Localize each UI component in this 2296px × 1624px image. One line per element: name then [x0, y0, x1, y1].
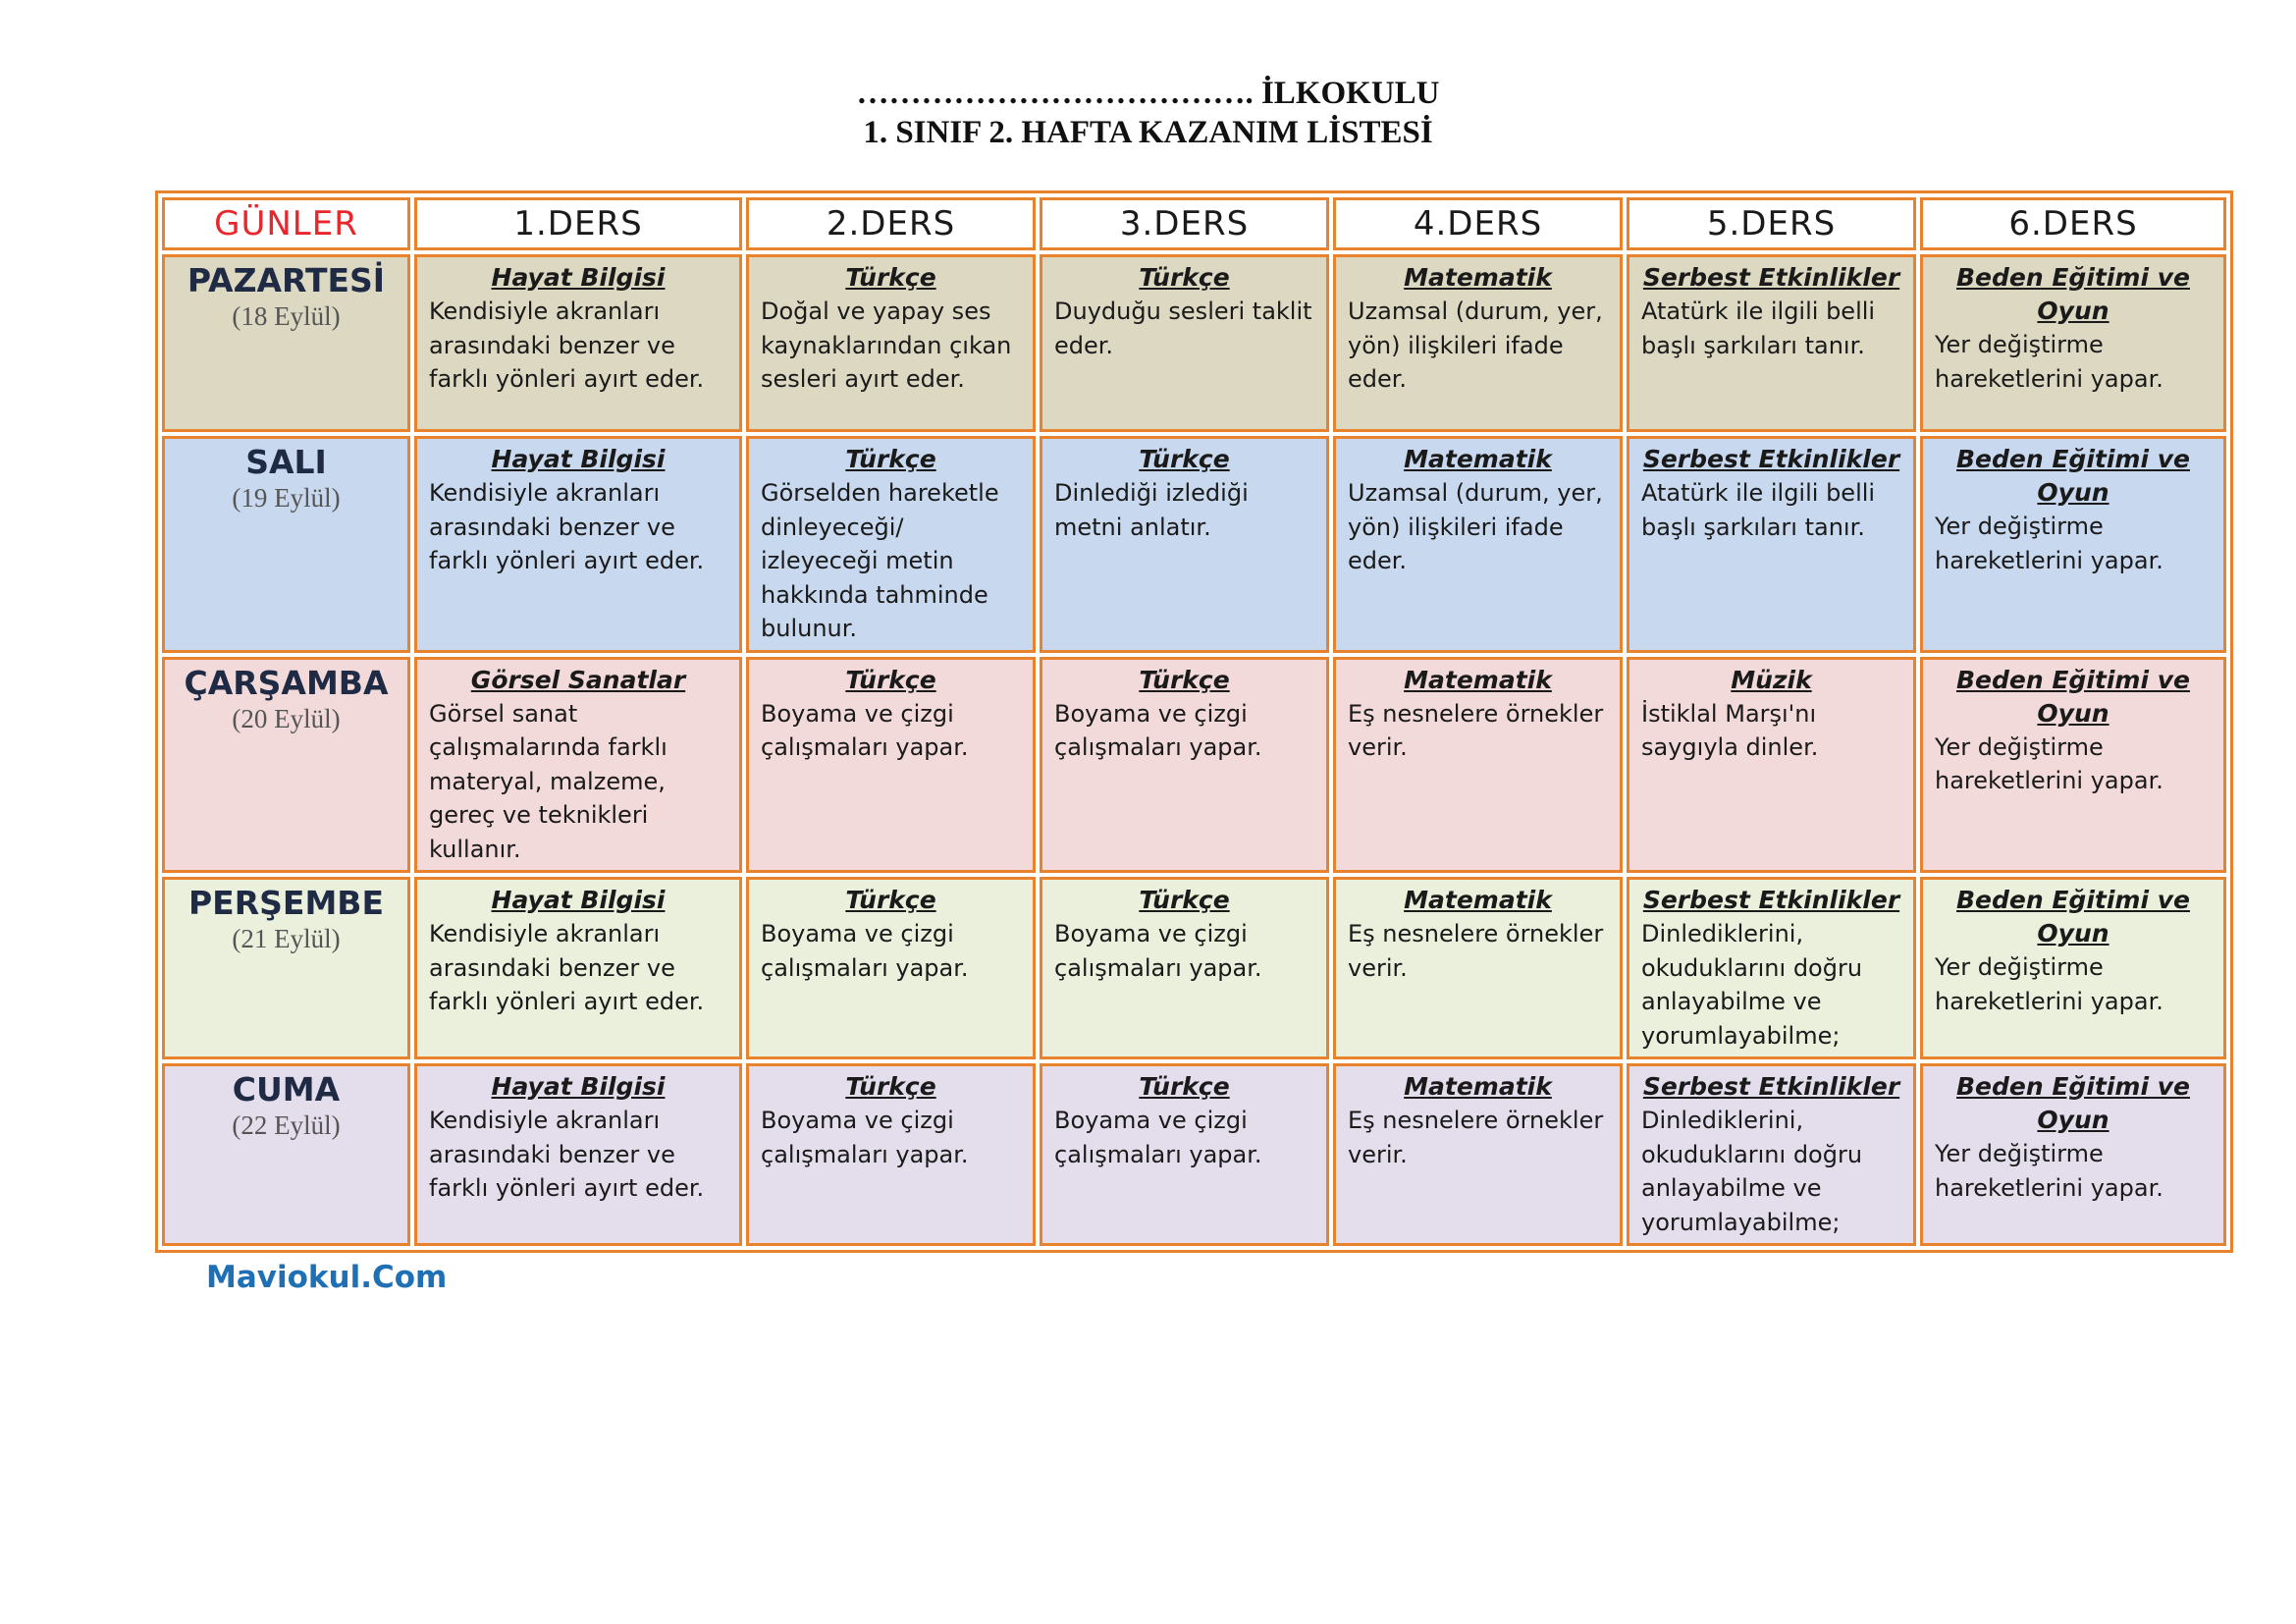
lesson-objective: Boyama ve çizgi çalışmaları yapar. [1054, 920, 1262, 982]
column-header-4: 4.DERS [1333, 197, 1623, 250]
lesson-objective: Görselden hareketle dinleyeceği/ izleyeceği metin hakkında tahminde bulunur. [761, 479, 999, 642]
day-cell [162, 1063, 410, 1246]
lesson-objective: Duyduğu sesleri taklit eder. [1054, 298, 1312, 359]
lesson-objective: Kendisiyle akranları arasındaki benzer ve farklı yönleri ayırt eder. [429, 1107, 705, 1202]
lesson-subject: Matematik [1404, 445, 1552, 473]
lesson-objective: Eş nesnelere örnekler verir. [1348, 920, 1604, 982]
lesson-objective: Boyama ve çizgi çalışmaları yapar. [1054, 699, 1262, 761]
lesson-subject: Türkçe [1139, 665, 1230, 694]
day-cell [162, 254, 410, 432]
header-row [162, 197, 2226, 250]
lesson-cell [746, 254, 1036, 432]
lesson-cell [1040, 436, 1329, 653]
lesson-objective: Kendisiyle akranları arasındaki benzer ve farklı yönleri ayırt eder. [429, 298, 705, 393]
lesson-subject: Türkçe [845, 445, 936, 473]
schedule-table [155, 190, 2233, 1253]
lesson-objective: Dinlediklerini, okuduklarını doğru anlayabilme ve yorumlayabilme; [1641, 1107, 1863, 1236]
lesson-subject: Serbest Etkinlikler [1642, 445, 1900, 473]
table-row [162, 254, 2226, 432]
day-cell [162, 436, 410, 653]
lesson-cell [1627, 436, 1916, 653]
column-header-2: 2.DERS [746, 197, 1036, 250]
lesson-subject: Hayat Bilgisi [491, 1072, 666, 1101]
lesson-objective: Uzamsal (durum, yer, yön) ilişkileri ifade eder. [1348, 479, 1603, 574]
table-row [162, 657, 2226, 874]
days-column-header: GÜNLER [162, 197, 410, 250]
lesson-cell [746, 436, 1036, 653]
lesson-subject: Hayat Bilgisi [491, 886, 666, 914]
lesson-subject: Hayat Bilgisi [491, 445, 666, 473]
lesson-cell [1627, 657, 1916, 874]
lesson-cell [1040, 254, 1329, 432]
lesson-objective: Yer değiştirme hareketlerini yapar. [1935, 953, 2163, 1015]
column-header-6: 6.DERS [1920, 197, 2226, 250]
table-row [162, 1063, 2226, 1246]
lesson-objective: Dinlediklerini, okuduklarını doğru anlayabilme ve yorumlayabilme; [1641, 920, 1863, 1050]
lesson-cell [1920, 1063, 2226, 1246]
lesson-subject: Türkçe [1139, 445, 1230, 473]
page-title: 1. SINIF 2. HAFTA KAZANIM LİSTESİ [863, 115, 1433, 150]
day-date: (18 Eylül) [232, 301, 341, 331]
lesson-cell [414, 254, 742, 432]
lesson-objective: Uzamsal (durum, yer, yön) ilişkileri ifade eder. [1348, 298, 1603, 393]
lesson-subject: Beden Eğitimi ve Oyun [1955, 445, 2190, 507]
day-date: (21 Eylül) [232, 924, 341, 953]
day-name: SALI [245, 443, 327, 481]
lesson-cell [1333, 1063, 1623, 1246]
lesson-objective: Yer değiştirme hareketlerini yapar. [1935, 732, 2163, 794]
lesson-objective: Eş nesnelere örnekler verir. [1348, 699, 1604, 761]
lesson-cell [1040, 877, 1329, 1059]
lesson-objective: Görsel sanat çalışmalarında farklı materyal, malzeme, gereç ve teknikleri kullanır. [429, 699, 667, 863]
day-name: PERŞEMBE [188, 884, 384, 922]
lesson-subject: Beden Eğitimi ve Oyun [1955, 886, 2190, 947]
lesson-cell [1920, 254, 2226, 432]
lesson-objective: Atatürk ile ilgili belli başlı şarkıları tanır. [1641, 479, 1876, 541]
table-row [162, 436, 2226, 653]
lesson-cell [746, 657, 1036, 874]
lesson-cell [1333, 254, 1623, 432]
lesson-cell [414, 1063, 742, 1246]
day-date: (22 Eylül) [232, 1110, 341, 1140]
lesson-objective: Yer değiştirme hareketlerini yapar. [1935, 331, 2163, 393]
lesson-cell [746, 1063, 1036, 1246]
lesson-cell [1920, 877, 2226, 1059]
day-name: ÇARŞAMBA [184, 663, 389, 702]
lesson-objective: Kendisiyle akranları arasındaki benzer ve farklı yönleri ayırt eder. [429, 920, 705, 1015]
table-row [162, 877, 2226, 1059]
lesson-cell [1333, 436, 1623, 653]
lesson-subject: Matematik [1404, 886, 1552, 914]
lesson-subject: Türkçe [845, 1072, 936, 1101]
lesson-cell [1040, 657, 1329, 874]
lesson-objective: Boyama ve çizgi çalışmaları yapar. [761, 699, 969, 761]
lesson-subject: Matematik [1404, 1072, 1552, 1101]
lesson-cell [1333, 877, 1623, 1059]
lesson-subject: Matematik [1404, 263, 1552, 292]
lesson-objective: Kendisiyle akranları arasındaki benzer ve farklı yönleri ayırt eder. [429, 479, 705, 574]
lesson-subject: Serbest Etkinlikler [1642, 263, 1900, 292]
school-name-line: ………………………………. İLKOKULU [856, 76, 1440, 111]
lesson-subject: Türkçe [1139, 1072, 1230, 1101]
day-name: PAZARTESİ [187, 261, 386, 299]
lesson-cell [414, 436, 742, 653]
lesson-cell [1627, 1063, 1916, 1246]
lesson-subject: Türkçe [845, 886, 936, 914]
lesson-objective: Atatürk ile ilgili belli başlı şarkıları tanır. [1641, 298, 1876, 359]
column-header-5: 5.DERS [1627, 197, 1916, 250]
lesson-subject: Türkçe [845, 263, 936, 292]
lesson-subject: Hayat Bilgisi [491, 263, 666, 292]
day-cell [162, 877, 410, 1059]
lesson-objective: Boyama ve çizgi çalışmaları yapar. [761, 920, 969, 982]
lesson-objective: Yer değiştirme hareketlerini yapar. [1935, 1140, 2163, 1202]
day-name: CUMA [232, 1070, 341, 1109]
lesson-objective: Yer değiştirme hareketlerini yapar. [1935, 513, 2163, 574]
lesson-objective: Doğal ve yapay ses kaynaklarından çıkan sesleri ayırt eder. [761, 298, 1012, 393]
day-date: (19 Eylül) [232, 483, 341, 513]
lesson-subject: Serbest Etkinlikler [1642, 886, 1900, 914]
lesson-subject: Beden Eğitimi ve Oyun [1955, 665, 2190, 728]
lesson-cell [1040, 1063, 1329, 1246]
lesson-objective: Eş nesnelere örnekler verir. [1348, 1107, 1604, 1168]
lesson-objective: Boyama ve çizgi çalışmaları yapar. [761, 1107, 969, 1168]
lesson-objective: İstiklal Marşı'nı saygıyla dinler. [1641, 699, 1819, 761]
lesson-subject: Türkçe [1139, 886, 1230, 914]
schedule-body [162, 254, 2226, 1246]
site-link[interactable]: Maviokul.Com [206, 1260, 448, 1295]
lesson-subject: Serbest Etkinlikler [1642, 1072, 1900, 1101]
column-header-3: 3.DERS [1040, 197, 1329, 250]
lesson-cell [1627, 254, 1916, 432]
lesson-objective: Boyama ve çizgi çalışmaları yapar. [1054, 1107, 1262, 1168]
day-cell [162, 657, 410, 874]
lesson-cell [414, 657, 742, 874]
lesson-cell [1920, 657, 2226, 874]
lesson-subject: Görsel Sanatlar [470, 665, 686, 694]
lesson-cell [1627, 877, 1916, 1059]
lesson-subject: Beden Eğitimi ve Oyun [1955, 1072, 2190, 1134]
lesson-objective: Dinlediği izlediği metni anlatır. [1054, 479, 1249, 541]
page-header [0, 74, 2296, 152]
column-header-1: 1.DERS [414, 197, 742, 250]
lesson-cell [1333, 657, 1623, 874]
lesson-cell [1920, 436, 2226, 653]
lesson-subject: Beden Eğitimi ve Oyun [1955, 263, 2190, 325]
lesson-cell [746, 877, 1036, 1059]
lesson-subject: Müzik [1731, 665, 1812, 694]
lesson-subject: Türkçe [845, 665, 936, 694]
day-date: (20 Eylül) [232, 703, 341, 733]
lesson-subject: Türkçe [1139, 263, 1230, 292]
lesson-subject: Matematik [1404, 665, 1552, 694]
lesson-cell [414, 877, 742, 1059]
